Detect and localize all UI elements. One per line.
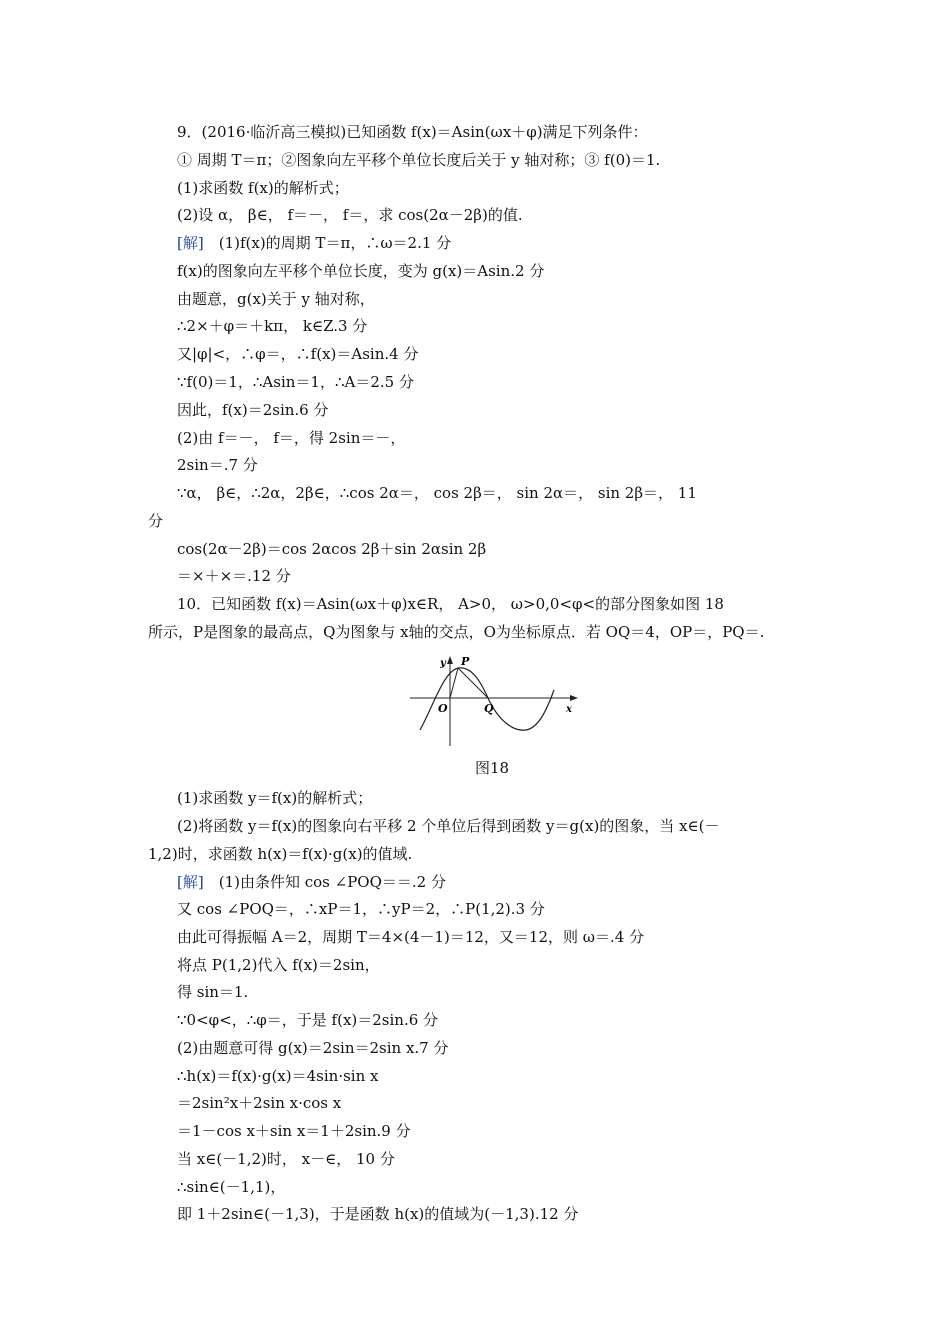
- problem-10-part-1: (1)求函数 y＝f(x)的解析式；: [177, 789, 373, 807]
- solution-9-line: ∴2×＋φ＝＋kπ， k∈Z.3 分: [177, 317, 368, 335]
- solution-9-line: ∵α， β∈，∴2α，2β∈，∴cos 2α＝， cos 2β＝， sin 2α＝， sin 2β＝， 11: [177, 484, 697, 502]
- problem-9-conditions: ① 周期 T＝π；②图象向左平移个单位长度后关于 y 轴对称；③ f(0)＝1.: [177, 151, 661, 169]
- sine-curve: [420, 668, 554, 730]
- solution-10-line: (2)由题意可得 g(x)＝2sin＝2sin x.7 分: [177, 1039, 449, 1057]
- problem-9-part-2: (2)设 α， β∈， f＝－， f＝，求 cos(2α－2β)的值.: [177, 206, 523, 224]
- solution-10-line: 将点 P(1,2)代入 f(x)＝2sin，: [177, 956, 380, 974]
- solution-10-line: ＝1－cos x＋sin x＝1＋2sin.9 分: [177, 1122, 411, 1140]
- solution-9-line: 因此，f(x)＝2sin.6 分: [177, 401, 329, 419]
- solution-10-line: ＝2sin²x＋2sin x·cos x: [177, 1094, 342, 1112]
- solution-tag: [解]: [177, 873, 204, 891]
- solution-10-line: [177, 871, 446, 893]
- solution-9-line: 由题意，g(x)关于 y 轴对称，: [177, 290, 375, 308]
- solution-10-line: ∵0<φ<，∴φ＝，于是 f(x)＝2sin.6 分: [177, 1011, 439, 1029]
- problem-9-part-1: (1)求函数 f(x)的解析式；: [177, 179, 349, 197]
- y-axis-arrow-icon: [447, 656, 453, 664]
- point-p-label: P: [461, 655, 470, 668]
- solution-9-line: 2sin＝.7 分: [177, 456, 258, 474]
- solution-10-line: 当 x∈(－1,2)时， x－∈， 10 分: [177, 1150, 395, 1168]
- solution-10-line: 即 1＋2sin∈(－1,3)，于是函数 h(x)的值域为(－1,3).12 分: [177, 1205, 579, 1223]
- solution-10-line: 由此可得振幅 A＝2，周期 T＝4×(4－1)＝12，又＝12，则 ω＝.4 分: [177, 928, 645, 946]
- x-axis-arrow-icon: [570, 695, 578, 701]
- x-axis-label: x: [566, 704, 572, 715]
- figure-caption: 图18: [475, 759, 510, 777]
- problem-9-statement: 9．(2016·临沂高三模拟)已知函数 f(x)＝Asin(ωx＋φ)满足下列条件：: [177, 123, 648, 141]
- origin-label: O: [438, 702, 448, 715]
- point-q-label: Q: [484, 702, 494, 715]
- solution-text: (1)由条件知 cos ∠POQ＝＝.2 分: [203, 873, 446, 891]
- solution-9-line: 分: [148, 512, 164, 530]
- solution-9-line: ∵f(0)＝1，∴Asin＝1，∴A＝2.5 分: [177, 373, 414, 391]
- figure-18-sine-graph: [408, 652, 584, 748]
- problem-10-statement: 10．已知函数 f(x)＝Asin(ωx＋φ)x∈R， A>0， ω>0,0<φ<的部分图象如图 18: [177, 595, 724, 613]
- problem-10-part-2: (2)将函数 y＝f(x)的图象向右平移 2 个单位后得到函数 y＝g(x)的图象，当 x∈(－: [177, 817, 720, 835]
- solution-text: (1)f(x)的周期 T＝π，∴ω＝2.1 分: [203, 234, 452, 252]
- solution-10-line: 又 cos ∠POQ＝，∴xP＝1，∴yP＝2，∴P(1,2).3 分: [177, 900, 545, 918]
- solution-9-line: (2)由 f＝－， f＝，得 2sin＝－，: [177, 429, 406, 447]
- solution-10-line: ∴h(x)＝f(x)·g(x)＝4sin·sin x: [177, 1067, 379, 1085]
- solution-9-line: cos(2α－2β)＝cos 2αcos 2β＋sin 2αsin 2β: [177, 540, 487, 558]
- solution-10-line: ∴sin∈(－1,1)，: [177, 1178, 286, 1196]
- solution-tag: [解]: [177, 234, 204, 252]
- solution-10-line: 得 sin＝1.: [177, 983, 249, 1001]
- solution-9-line: f(x)的图象向左平移个单位长度，变为 g(x)＝Asin.2 分: [177, 262, 545, 280]
- problem-10-statement-cont: 所示，P是图象的最高点，Q为图象与 x轴的交点，O为坐标原点．若 OQ＝4，OP＝，PQ＝.: [148, 623, 765, 641]
- solution-9-line: [177, 232, 451, 254]
- problem-10-part-2-cont: 1,2)时，求函数 h(x)＝f(x)·g(x)的值域.: [148, 845, 413, 863]
- solution-9-line: 又|φ|<，∴φ＝，∴f(x)＝Asin.4 分: [177, 345, 419, 363]
- solution-9-line: ＝×＋×＝.12 分: [177, 567, 291, 585]
- segment-pq: [458, 668, 488, 698]
- y-axis-label: y: [440, 658, 446, 669]
